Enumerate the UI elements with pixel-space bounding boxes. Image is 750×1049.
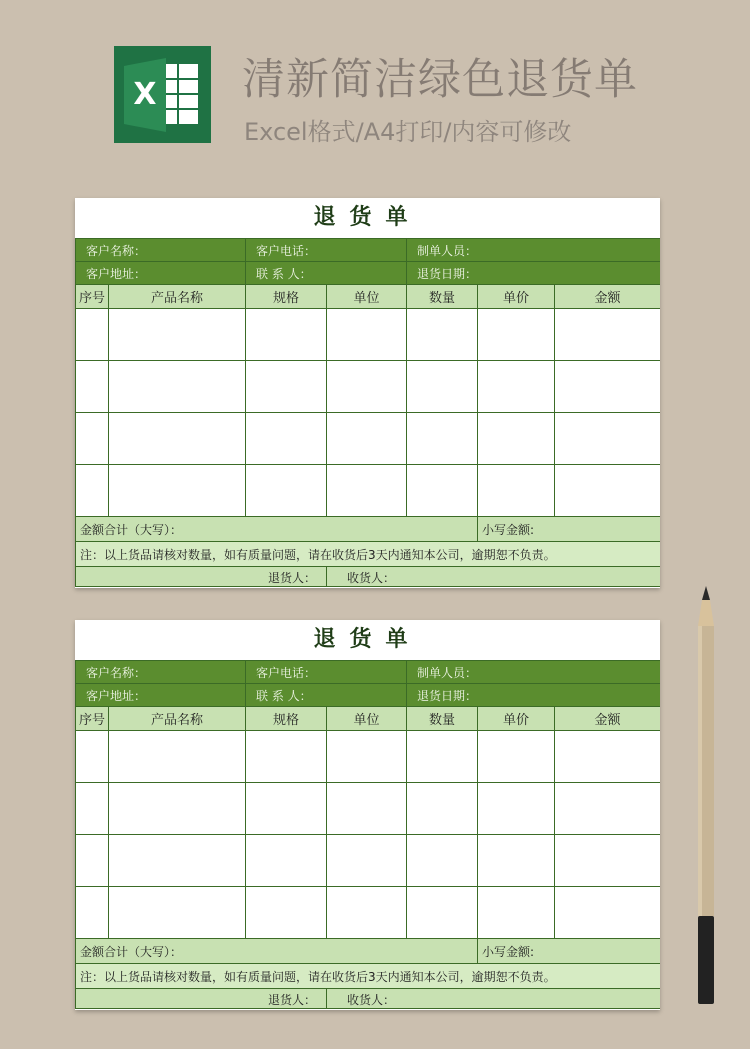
total-upper-field[interactable]: 金额合计（大写）： (76, 939, 478, 964)
table-cell[interactable] (76, 731, 109, 783)
table-cell[interactable] (407, 835, 478, 887)
customer-phone-field[interactable]: 客户电话： (246, 661, 407, 684)
table-row (76, 887, 661, 939)
table-cell[interactable] (555, 731, 660, 783)
column-header: 数量 (407, 285, 478, 309)
receiver-label: 收货人： (347, 993, 396, 1007)
customer-address-field[interactable]: 客户地址： (76, 684, 246, 707)
table-cell[interactable] (109, 361, 246, 413)
table-cell[interactable] (246, 413, 327, 465)
table-cell[interactable] (246, 783, 327, 835)
table-cell[interactable] (327, 309, 407, 361)
table-cell[interactable] (478, 361, 555, 413)
table-row (76, 783, 661, 835)
table-cell[interactable] (478, 783, 555, 835)
column-header-row (76, 285, 661, 309)
table-cell[interactable] (555, 783, 660, 835)
column-header: 序号 (76, 707, 109, 731)
table-cell[interactable] (109, 835, 246, 887)
return-date-field[interactable]: 退货日期： (407, 262, 660, 285)
table-cell[interactable] (555, 835, 660, 887)
column-header: 序号 (76, 285, 109, 309)
table-cell[interactable] (478, 309, 555, 361)
table-row (76, 835, 661, 887)
info-row (76, 262, 661, 285)
signature-row (76, 989, 661, 1009)
total-row (76, 939, 661, 964)
column-header: 单价 (478, 707, 555, 731)
pencil-icon (690, 586, 722, 1006)
table-cell[interactable] (555, 887, 660, 939)
return-form-sheet (75, 198, 660, 588)
table-cell[interactable] (109, 887, 246, 939)
table-cell[interactable] (478, 413, 555, 465)
total-row (76, 517, 661, 542)
table-cell[interactable] (407, 783, 478, 835)
table-cell[interactable] (407, 309, 478, 361)
total-lower-field[interactable]: 小写金额: (478, 939, 660, 964)
table-cell[interactable] (555, 361, 660, 413)
table-cell[interactable] (76, 361, 109, 413)
table-cell[interactable] (327, 835, 407, 887)
table-cell[interactable] (109, 413, 246, 465)
table-cell[interactable] (555, 413, 660, 465)
signature-row (76, 567, 661, 587)
table-cell[interactable] (109, 783, 246, 835)
table-cell[interactable] (246, 887, 327, 939)
column-header: 金额 (555, 285, 660, 309)
table-cell[interactable] (478, 887, 555, 939)
table-cell[interactable] (555, 309, 660, 361)
column-header: 金额 (555, 707, 660, 731)
total-lower-field[interactable]: 小写金额: (478, 517, 660, 542)
customer-name-field[interactable]: 客户名称： (76, 239, 246, 262)
table-cell[interactable] (407, 413, 478, 465)
column-header: 单位 (327, 707, 407, 731)
note-row (76, 542, 661, 567)
returner-label: 退货人： (268, 571, 317, 585)
column-header: 规格 (246, 285, 327, 309)
receiver-label: 收货人： (347, 571, 396, 585)
table-cell[interactable] (76, 835, 109, 887)
table-cell[interactable] (246, 835, 327, 887)
svg-text:X: X (133, 77, 157, 112)
return-date-field[interactable]: 退货日期： (407, 684, 660, 707)
column-header: 产品名称 (109, 707, 246, 731)
column-header: 产品名称 (109, 285, 246, 309)
note-row (76, 964, 661, 989)
page-title: 清新简洁绿色退货单 (242, 55, 638, 105)
note-text: 注：以上货品请核对数量，如有质量问题，请在收货后3天内通知本公司，逾期恕不负责。 (76, 542, 661, 567)
preparer-field[interactable]: 制单人员： (407, 239, 660, 262)
preparer-field[interactable]: 制单人员： (407, 661, 660, 684)
table-row (76, 309, 661, 361)
table-cell[interactable] (246, 731, 327, 783)
table-row (76, 413, 661, 465)
table-cell[interactable] (327, 783, 407, 835)
table-cell[interactable] (246, 309, 327, 361)
table-cell[interactable] (478, 465, 555, 517)
table-cell[interactable] (327, 465, 407, 517)
table-cell[interactable] (327, 413, 407, 465)
info-row (76, 684, 661, 707)
table-cell[interactable] (327, 887, 407, 939)
return-form-sheet (75, 620, 660, 1010)
form-title: 退货单 (75, 620, 660, 660)
table-cell[interactable] (407, 887, 478, 939)
customer-address-field[interactable]: 客户地址： (76, 262, 246, 285)
returner-label: 退货人： (268, 993, 317, 1007)
info-row (76, 239, 661, 262)
return-form-table (75, 238, 660, 587)
table-cell[interactable] (327, 361, 407, 413)
table-cell[interactable] (555, 465, 660, 517)
table-cell[interactable] (76, 887, 109, 939)
table-cell[interactable] (76, 413, 109, 465)
customer-name-field[interactable]: 客户名称： (76, 661, 246, 684)
column-header: 规格 (246, 707, 327, 731)
table-cell[interactable] (246, 361, 327, 413)
table-cell[interactable] (76, 465, 109, 517)
table-cell[interactable] (327, 731, 407, 783)
form-title: 退货单 (75, 198, 660, 238)
total-upper-field[interactable]: 金额合计（大写）： (76, 517, 478, 542)
customer-phone-field[interactable]: 客户电话： (246, 239, 407, 262)
column-header: 单价 (478, 285, 555, 309)
excel-icon (114, 46, 211, 143)
table-cell[interactable] (407, 361, 478, 413)
table-row (76, 731, 661, 783)
table-cell[interactable] (407, 731, 478, 783)
page-subtitle: Excel格式/A4打印/内容可修改 (244, 118, 572, 146)
note-text: 注：以上货品请核对数量，如有质量问题，请在收货后3天内通知本公司，逾期恕不负责。 (76, 964, 661, 989)
table-row (76, 465, 661, 517)
table-cell[interactable] (109, 465, 246, 517)
table-cell[interactable] (76, 783, 109, 835)
column-header: 数量 (407, 707, 478, 731)
table-cell[interactable] (109, 309, 246, 361)
table-cell[interactable] (407, 465, 478, 517)
contact-field[interactable]: 联 系 人： (246, 262, 407, 285)
table-cell[interactable] (246, 465, 327, 517)
table-cell[interactable] (76, 309, 109, 361)
column-header: 单位 (327, 285, 407, 309)
return-form-table (75, 660, 660, 1009)
column-header-row (76, 707, 661, 731)
table-row (76, 361, 661, 413)
table-cell[interactable] (478, 731, 555, 783)
table-cell[interactable] (478, 835, 555, 887)
contact-field[interactable]: 联 系 人： (246, 684, 407, 707)
info-row (76, 661, 661, 684)
table-cell[interactable] (109, 731, 246, 783)
